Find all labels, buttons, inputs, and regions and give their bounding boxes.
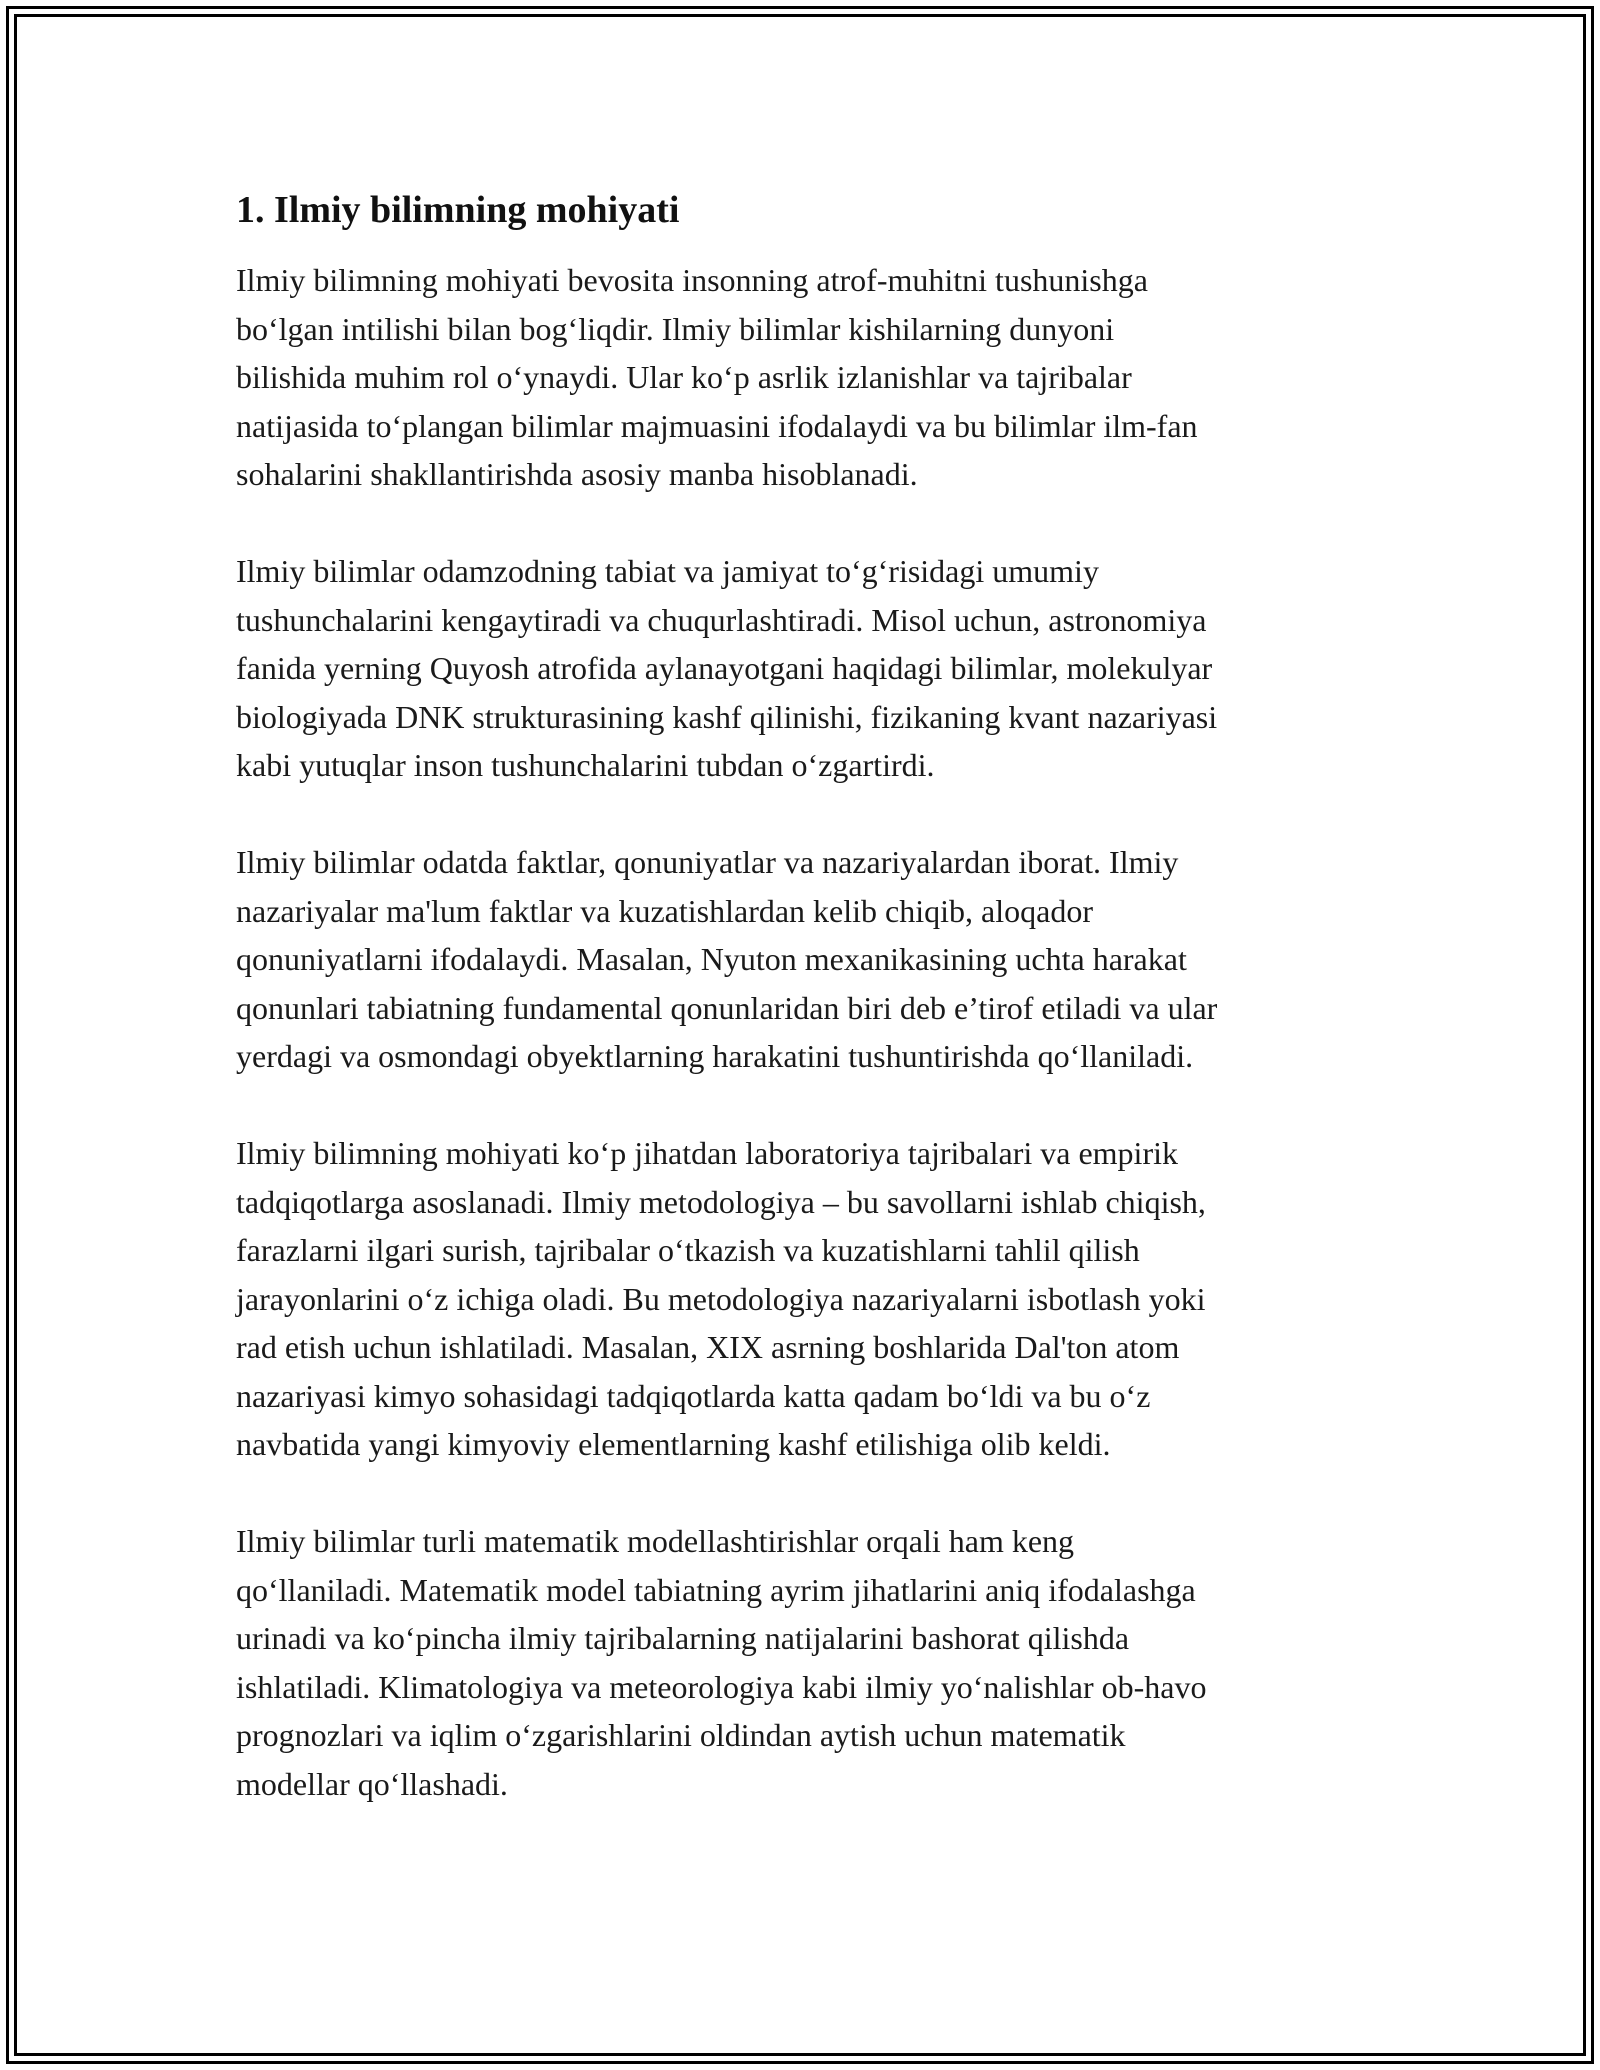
paragraph-line: natijasida to‘plangan bilimlar majmuasini ifodalaydi va bu bilimlar ilm-fan (236, 407, 1198, 444)
paragraph (236, 838, 1386, 1081)
document-body (236, 186, 1386, 1857)
paragraph-line: prognozlari va iqlim o‘zgarishlarini oldindan aytish uchun matematik (236, 1717, 1126, 1753)
paragraph-line: Ilmiy bilimning mohiyati bevosita insonning atrof-muhitni tushunishga (236, 262, 1148, 298)
paragraph-line: ishlatiladi. Klimatologiya va meteorologiya kabi ilmiy yo‘nalishlar ob-havo (236, 1668, 1207, 1705)
paragraph-line: nazariyalar ma'lum faktlar va kuzatishlardan kelib chiqib, aloqador (236, 892, 1093, 929)
paragraph (236, 256, 1386, 499)
paragraph-line: qonuniyatlarni ifodalaydi. Masalan, Nyuton mexanikasining uchta harakat (236, 941, 1187, 977)
paragraph-line: farazlarni ilgari surish, tajribalar o‘tkazish va kuzatishlarni tahlil qilish (236, 1232, 1140, 1268)
paragraph-line: modellar qo‘llashadi. (236, 1765, 508, 1802)
paragraph (236, 1129, 1386, 1469)
paragraph-container (236, 256, 1386, 1808)
paragraph-line: navbatida yangi kimyoviy elementlarning kashf etilishiga olib keldi. (236, 1426, 1111, 1462)
paragraph-line: sohalarini shakllantirishda asosiy manba hisoblanadi. (236, 456, 918, 492)
paragraph-line: urinadi va ko‘pincha ilmiy tajribalarning natijalarini bashorat qilishda (236, 1620, 1130, 1656)
section-heading: 1. Ilmiy bilimning mohiyati (236, 189, 680, 231)
paragraph-line: Ilmiy bilimlar odamzodning tabiat va jamiyat to‘g‘risidagi umumiy (236, 553, 1099, 589)
paragraph-line: qonunlari tabiatning fundamental qonunlaridan biri deb e’tirof etiladi va ular (236, 989, 1218, 1026)
paragraph-line: nazariyasi kimyo sohasidagi tadqiqotlarda katta qadam bo‘ldi va bu o‘z (236, 1377, 1151, 1414)
paragraph-line: kabi yutuqlar inson tushunchalarini tubdan o‘zgartirdi. (236, 747, 935, 783)
paragraph-line: biologiyada DNK strukturasining kashf qilinishi, fizikaning kvant nazariyasi (236, 698, 1218, 735)
paragraph (236, 547, 1386, 790)
paragraph-line: bilishida muhim rol o‘ynaydi. Ular ko‘p asrlik izlanishlar va tajribalar (236, 359, 1132, 395)
paragraph-line: Ilmiy bilimlar turli matematik modellashtirishlar orqali ham keng (236, 1523, 1075, 1559)
paragraph-line: qo‘llaniladi. Matematik model tabiatning ayrim jihatlarini aniq ifodalashga (236, 1571, 1196, 1608)
paragraph-line: jarayonlarini o‘z ichiga oladi. Bu metodologiya nazariyalarni isbotlash yoki (236, 1280, 1206, 1317)
paragraph-line: rad etish uchun ishlatiladi. Masalan, XIX asrning boshlarida Dal'ton atom (236, 1329, 1180, 1365)
paragraph-line: yerdagi va osmondagi obyektlarning harakatini tushuntirishda qo‘llaniladi. (236, 1038, 1194, 1074)
paragraph-line: Ilmiy bilimning mohiyati ko‘p jihatdan laboratoriya tajribalari va empirik (236, 1135, 1178, 1171)
paragraph-line: fanida yerning Quyosh atrofida aylanayotgani haqidagi bilimlar, molekulyar (236, 650, 1213, 686)
paragraph-line: Ilmiy bilimlar odatda faktlar, qonuniyatlar va nazariyalardan iborat. Ilmiy (236, 844, 1179, 880)
paragraph-line: tadqiqotlarga asoslanadi. Ilmiy metodologiya – bu savollarni ishlab chiqish, (236, 1183, 1206, 1220)
paragraph-line: bo‘lgan intilishi bilan bog‘liqdir. Ilmiy bilimlar kishilarning dunyoni (236, 310, 1115, 347)
paragraph-line: tushunchalarini kengaytiradi va chuqurlashtiradi. Misol uchun, astronomiya (236, 601, 1207, 638)
paragraph (236, 1517, 1386, 1808)
